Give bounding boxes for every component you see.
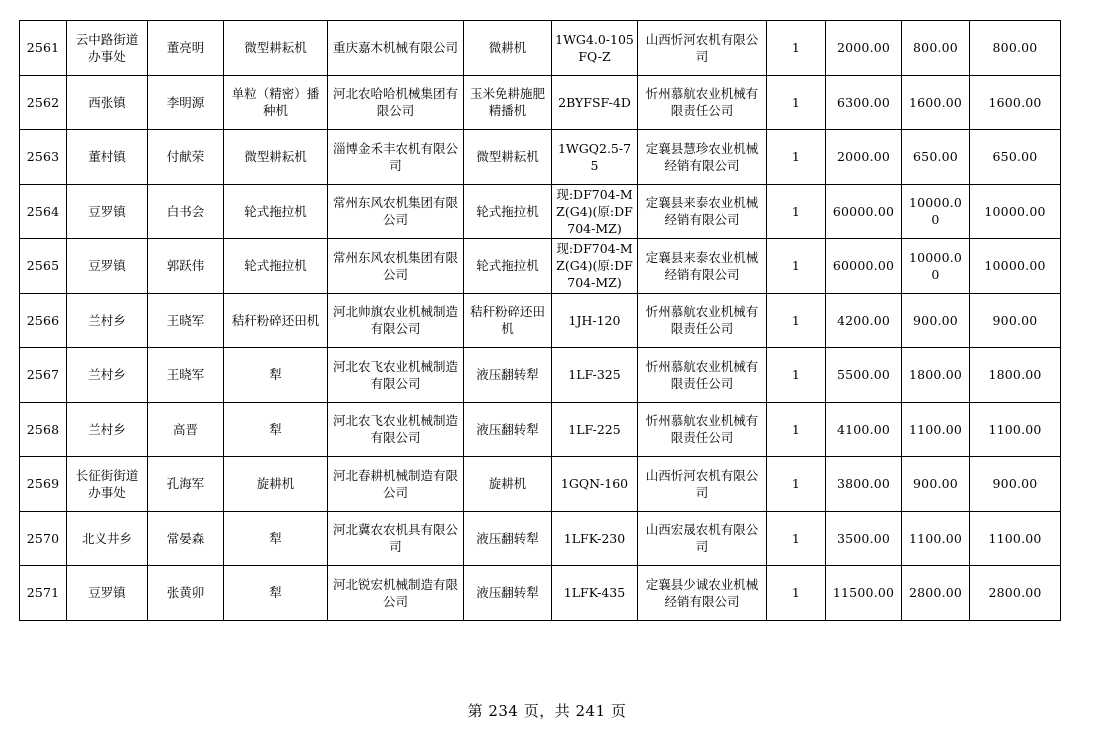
- cell-model: [552, 239, 638, 294]
- cell-total-subsidy: 650.00: [970, 130, 1061, 185]
- cell-subsidy: 1800.00: [902, 348, 970, 403]
- cell-serial-number: 2563: [20, 130, 67, 185]
- model-text: 1LF-225: [568, 421, 621, 437]
- cell-model: [552, 402, 638, 457]
- cell-manufacturer: 河北农飞农业机械制造有限公司: [328, 348, 464, 403]
- cell-model: [552, 75, 638, 130]
- cell-serial-number: 2571: [20, 566, 67, 621]
- cell-buyer-name: 常晏森: [148, 511, 224, 566]
- cell-town: 豆罗镇: [67, 566, 148, 621]
- cell-model: [552, 348, 638, 403]
- cell-total-subsidy: 10000.00: [970, 239, 1061, 294]
- cell-subsidy: 2800.00: [902, 566, 970, 621]
- cell-sale-price: 2000.00: [826, 21, 902, 76]
- table-row: [20, 75, 1061, 130]
- cell-quantity: 1: [767, 75, 826, 130]
- cell-dealer: 定襄县慧珍农业机械经销有限公司: [638, 130, 767, 185]
- table-body: [20, 21, 1061, 621]
- cell-machine-category: 犁: [224, 402, 328, 457]
- cell-buyer-name: 李明源: [148, 75, 224, 130]
- cell-town: 兰村乡: [67, 348, 148, 403]
- model-text: 1WGQ2.5-75: [557, 140, 632, 173]
- table-row: [20, 239, 1061, 294]
- cell-manufacturer: 河北锐宏机械制造有限公司: [328, 566, 464, 621]
- table-row: [20, 402, 1061, 457]
- cell-town: 北义井乡: [67, 511, 148, 566]
- cell-model: [552, 293, 638, 348]
- cell-sale-price: 4200.00: [826, 293, 902, 348]
- cell-model: [552, 566, 638, 621]
- cell-sale-price: 6300.00: [826, 75, 902, 130]
- cell-quantity: 1: [767, 566, 826, 621]
- cell-quantity: 1: [767, 239, 826, 294]
- table-row: [20, 511, 1061, 566]
- cell-manufacturer: 河北冀农农机具有限公司: [328, 511, 464, 566]
- cell-buyer-name: 王晓军: [148, 293, 224, 348]
- table-row: [20, 184, 1061, 239]
- cell-quantity: 1: [767, 21, 826, 76]
- cell-town: 长征街街道办事处: [67, 457, 148, 512]
- cell-product-name: 液压翻转犁: [464, 402, 552, 457]
- cell-product-name: 秸秆粉碎还田机: [464, 293, 552, 348]
- cell-subsidy: 650.00: [902, 130, 970, 185]
- cell-buyer-name: 白书会: [148, 184, 224, 239]
- cell-town: 兰村乡: [67, 293, 148, 348]
- cell-model: [552, 184, 638, 239]
- cell-total-subsidy: 1600.00: [970, 75, 1061, 130]
- model-text: 1JH-120: [568, 312, 621, 328]
- cell-manufacturer: 河北农哈哈机械集团有限公司: [328, 75, 464, 130]
- cell-manufacturer: 常州东风农机集团有限公司: [328, 239, 464, 294]
- cell-machine-category: 微型耕耘机: [224, 130, 328, 185]
- cell-serial-number: 2561: [20, 21, 67, 76]
- cell-town: 董村镇: [67, 130, 148, 185]
- cell-town: 云中路街道办事处: [67, 21, 148, 76]
- cell-dealer: 忻州慕航农业机械有限责任公司: [638, 348, 767, 403]
- table-row: [20, 293, 1061, 348]
- cell-town: 西张镇: [67, 75, 148, 130]
- cell-sale-price: 3800.00: [826, 457, 902, 512]
- cell-product-name: 液压翻转犁: [464, 348, 552, 403]
- cell-sale-price: 3500.00: [826, 511, 902, 566]
- cell-town: 豆罗镇: [67, 184, 148, 239]
- table-row: [20, 457, 1061, 512]
- model-text: 现:DF704-MZ(G4)(原:DF704-MZ): [556, 241, 633, 291]
- cell-product-name: 旋耕机: [464, 457, 552, 512]
- cell-quantity: 1: [767, 293, 826, 348]
- cell-manufacturer: 淄博金禾丰农机有限公司: [328, 130, 464, 185]
- cell-serial-number: 2567: [20, 348, 67, 403]
- cell-model: [552, 511, 638, 566]
- cell-dealer: 定襄县少诚农业机械经销有限公司: [638, 566, 767, 621]
- page-number: 第 234 页，共 241 页: [467, 702, 627, 720]
- table-row: [20, 348, 1061, 403]
- cell-serial-number: 2568: [20, 402, 67, 457]
- cell-product-name: 液压翻转犁: [464, 566, 552, 621]
- cell-sale-price: 60000.00: [826, 239, 902, 294]
- cell-serial-number: 2562: [20, 75, 67, 130]
- model-text: 1GQN-160: [560, 476, 629, 492]
- cell-subsidy: 900.00: [902, 293, 970, 348]
- cell-product-name: 液压翻转犁: [464, 511, 552, 566]
- cell-machine-category: 微型耕耘机: [224, 21, 328, 76]
- cell-dealer: 忻州慕航农业机械有限责任公司: [638, 75, 767, 130]
- model-text: 2BYFSF-4D: [558, 94, 631, 110]
- cell-machine-category: 犁: [224, 566, 328, 621]
- model-text: 1WG4.0-105FQ-Z: [555, 31, 634, 64]
- cell-serial-number: 2566: [20, 293, 67, 348]
- cell-machine-category: 犁: [224, 348, 328, 403]
- cell-machine-category: 轮式拖拉机: [224, 184, 328, 239]
- cell-machine-category: 单粒（精密）播种机: [224, 75, 328, 130]
- cell-serial-number: 2569: [20, 457, 67, 512]
- cell-total-subsidy: 900.00: [970, 293, 1061, 348]
- cell-total-subsidy: 1100.00: [970, 511, 1061, 566]
- cell-subsidy: 1100.00: [902, 402, 970, 457]
- cell-manufacturer: 重庆嘉木机械有限公司: [328, 21, 464, 76]
- cell-town: 兰村乡: [67, 402, 148, 457]
- cell-product-name: 玉米免耕施肥精播机: [464, 75, 552, 130]
- cell-dealer: 山西宏晟农机有限公司: [638, 511, 767, 566]
- cell-subsidy: 1100.00: [902, 511, 970, 566]
- cell-model: [552, 21, 638, 76]
- cell-machine-category: 旋耕机: [224, 457, 328, 512]
- cell-machine-category: 犁: [224, 511, 328, 566]
- model-text: 1LF-325: [568, 367, 621, 383]
- cell-manufacturer: 常州东风农机集团有限公司: [328, 184, 464, 239]
- subsidy-table: [19, 20, 1061, 621]
- cell-subsidy: 900.00: [902, 457, 970, 512]
- cell-total-subsidy: 1100.00: [970, 402, 1061, 457]
- cell-serial-number: 2570: [20, 511, 67, 566]
- cell-quantity: 1: [767, 130, 826, 185]
- cell-total-subsidy: 1800.00: [970, 348, 1061, 403]
- cell-town: 豆罗镇: [67, 239, 148, 294]
- cell-dealer: 忻州慕航农业机械有限责任公司: [638, 293, 767, 348]
- table-row: [20, 130, 1061, 185]
- cell-dealer: 定襄县来泰农业机械经销有限公司: [638, 239, 767, 294]
- cell-product-name: 微耕机: [464, 21, 552, 76]
- cell-machine-category: 秸秆粉碎还田机: [224, 293, 328, 348]
- cell-dealer: 山西忻河农机有限公司: [638, 21, 767, 76]
- cell-buyer-name: 付献荣: [148, 130, 224, 185]
- cell-machine-category: 轮式拖拉机: [224, 239, 328, 294]
- cell-total-subsidy: 10000.00: [970, 184, 1061, 239]
- cell-buyer-name: 王晓军: [148, 348, 224, 403]
- cell-product-name: 轮式拖拉机: [464, 184, 552, 239]
- cell-sale-price: 2000.00: [826, 130, 902, 185]
- cell-buyer-name: 董亮明: [148, 21, 224, 76]
- cell-manufacturer: 河北农飞农业机械制造有限公司: [328, 402, 464, 457]
- cell-buyer-name: 高晋: [148, 402, 224, 457]
- cell-dealer: 山西忻河农机有限公司: [638, 457, 767, 512]
- cell-sale-price: 11500.00: [826, 566, 902, 621]
- cell-sale-price: 5500.00: [826, 348, 902, 403]
- cell-quantity: 1: [767, 348, 826, 403]
- cell-dealer: 忻州慕航农业机械有限责任公司: [638, 402, 767, 457]
- cell-total-subsidy: 800.00: [970, 21, 1061, 76]
- model-text: 1LFK-230: [563, 530, 626, 546]
- cell-subsidy: 1600.00: [902, 75, 970, 130]
- cell-product-name: 轮式拖拉机: [464, 239, 552, 294]
- table-row: [20, 566, 1061, 621]
- cell-buyer-name: 张黄卯: [148, 566, 224, 621]
- cell-serial-number: 2564: [20, 184, 67, 239]
- table-row: [20, 21, 1061, 76]
- cell-sale-price: 4100.00: [826, 402, 902, 457]
- model-text: 1LFK-435: [563, 585, 626, 601]
- cell-subsidy: 10000.00: [902, 184, 970, 239]
- cell-serial-number: 2565: [20, 239, 67, 294]
- cell-subsidy: 10000.00: [902, 239, 970, 294]
- cell-buyer-name: 孔海军: [148, 457, 224, 512]
- cell-total-subsidy: 2800.00: [970, 566, 1061, 621]
- cell-subsidy: 800.00: [902, 21, 970, 76]
- cell-dealer: 定襄县来泰农业机械经销有限公司: [638, 184, 767, 239]
- cell-product-name: 微型耕耘机: [464, 130, 552, 185]
- cell-total-subsidy: 900.00: [970, 457, 1061, 512]
- cell-manufacturer: 河北帅旗农业机械制造有限公司: [328, 293, 464, 348]
- cell-model: [552, 130, 638, 185]
- cell-manufacturer: 河北春耕机械制造有限公司: [328, 457, 464, 512]
- model-text: 现:DF704-MZ(G4)(原:DF704-MZ): [556, 186, 633, 236]
- cell-quantity: 1: [767, 511, 826, 566]
- cell-sale-price: 60000.00: [826, 184, 902, 239]
- cell-quantity: 1: [767, 457, 826, 512]
- cell-model: [552, 457, 638, 512]
- cell-quantity: 1: [767, 184, 826, 239]
- cell-buyer-name: 郭跃伟: [148, 239, 224, 294]
- cell-quantity: 1: [767, 402, 826, 457]
